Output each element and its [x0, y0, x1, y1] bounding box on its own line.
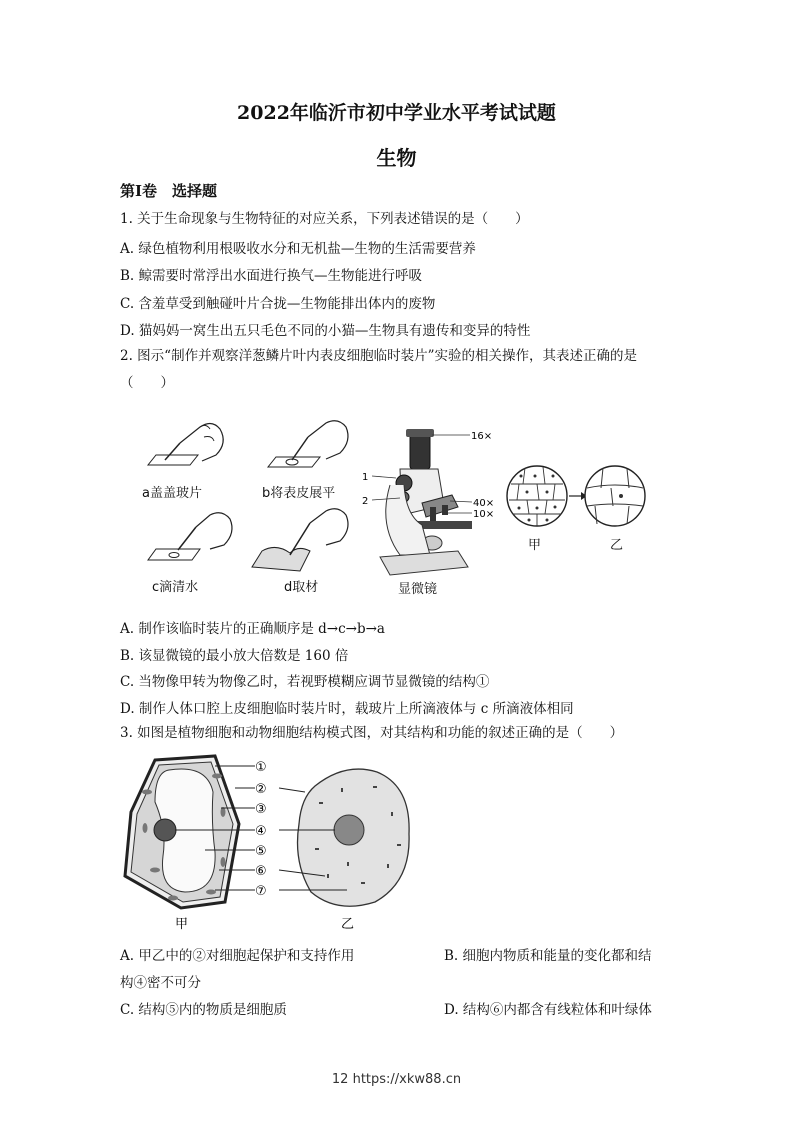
- label-5: ⑤: [255, 844, 267, 859]
- caption-step-c: c滴清水: [152, 580, 199, 595]
- caption-view-yi: 乙: [610, 538, 624, 553]
- q3-option-a: A. 甲乙中的②对细胞起保护和支持作用: [120, 948, 355, 964]
- q1-stem: 1. 关于生命现象与生物特征的对应关系，下列表述错误的是（ ）: [120, 211, 529, 227]
- caption-step-a: a盖盖玻片: [142, 486, 202, 501]
- view-jia-drawing: [507, 466, 567, 526]
- caption-step-b: b将表皮展平: [262, 486, 336, 501]
- subject-title: 生物: [376, 146, 417, 170]
- animal-cell-drawing: [298, 769, 410, 906]
- exam-title: 2022年临沂市初中学业水平考试试题: [237, 102, 556, 124]
- q1-option-a: A. 绿色植物利用根吸收水分和无机盐—生物的生活需要营养: [120, 241, 476, 257]
- step-d-drawing: [252, 509, 348, 571]
- q3-stem: 3. 如图是植物细胞和动物细胞结构模式图，对其结构和功能的叙述正确的是（ ）: [120, 725, 624, 741]
- page-footer: 12 https://xkw88.cn: [331, 1072, 462, 1087]
- q2-option-b: B. 该显微镜的最小放大倍数是 160 倍: [120, 648, 349, 664]
- q1-option-b: B. 鲸需要时常浮出水面进行换气—生物能进行呼吸: [120, 268, 423, 284]
- caption-plant-cell: 甲: [175, 917, 189, 932]
- q3-option-b: B. 细胞内物质和能量的变化都和结: [444, 948, 652, 964]
- label-3: ③: [255, 802, 267, 817]
- label-16x: 16×: [471, 431, 493, 442]
- label-40x: 40×: [473, 498, 495, 509]
- label-7: ⑦: [255, 884, 267, 899]
- label-1: ①: [255, 760, 267, 775]
- step-a-drawing: [148, 423, 223, 465]
- caption-view-jia: 甲: [528, 538, 542, 553]
- q2-steps-figure: [140, 415, 370, 595]
- section-heading: 第I卷 选择题: [120, 182, 218, 200]
- label-1: 1: [362, 472, 369, 483]
- q2-option-c: C. 当物像甲转为物像乙时，若视野模糊应调节显微镜的结构①: [120, 674, 490, 690]
- step-c-drawing: [148, 513, 232, 560]
- label-2: ②: [255, 782, 267, 797]
- label-6: ⑥: [255, 864, 267, 879]
- caption-animal-cell: 乙: [341, 917, 355, 932]
- q1-option-c: C. 含羞草受到触碰叶片合拢—生物能排出体内的废物: [120, 296, 436, 312]
- label-2: 2: [362, 496, 369, 507]
- view-yi-drawing: [585, 466, 645, 526]
- step-b-drawing: [268, 421, 348, 467]
- q2-stem-line1: 2. 图示“制作并观察洋葱鳞片叶内表皮细胞临时装片”实验的相关操作，其表述正确的是: [120, 348, 637, 364]
- plant-cell-drawing: [125, 756, 239, 908]
- cell-structure-figure: [115, 752, 420, 932]
- q2-option-a: A. 制作该临时装片的正确顺序是 d→c→b→a: [120, 621, 385, 637]
- q2-stem-line2: （ ）: [120, 375, 174, 391]
- caption-microscope: 显微镜: [398, 582, 438, 597]
- q3-option-c: C. 结构⑤内的物质是细胞质: [120, 1002, 287, 1018]
- microscope-drawing: [360, 425, 505, 585]
- caption-step-d: d取材: [284, 580, 319, 595]
- label-10x: 10×: [473, 509, 495, 520]
- q1-option-d: D. 猫妈妈一窝生出五只毛色不同的小猫—生物具有遗传和变异的特性: [120, 323, 531, 339]
- q3-option-d: D. 结构⑥内都含有线粒体和叶绿体: [444, 1002, 652, 1018]
- field-of-view-figure: [503, 462, 648, 532]
- label-4: ④: [255, 824, 267, 839]
- q3-option-b-continued: 构④密不可分: [120, 975, 201, 991]
- q2-option-d: D. 制作人体口腔上皮细胞临时装片时，载玻片上所滴液体与 c 所滴液体相同: [120, 701, 574, 717]
